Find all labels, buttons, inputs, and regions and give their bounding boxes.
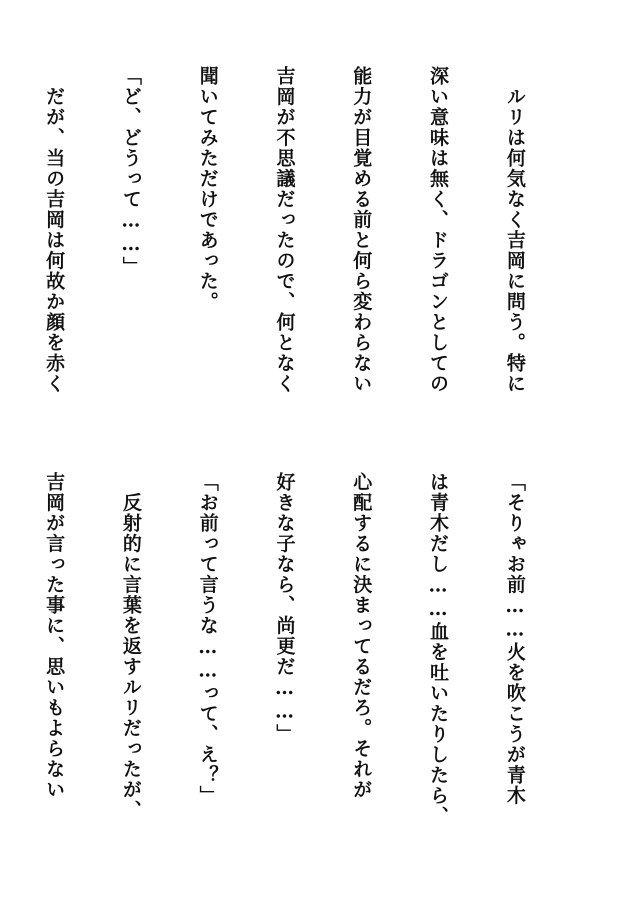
text-line: 「そりゃお前……火を吹こうが青木 (503, 472, 526, 806)
text-line: 反射的に言葉を返すルリだったが、 (119, 472, 142, 821)
text-block-bottom (0, 472, 578, 862)
text-line: 心配するに決まってるだろ。それが (350, 472, 373, 800)
text-line: 能力が目覚める前と何ら変わらない (350, 66, 373, 394)
text-line: ルリは何気なく吉岡に問う。特に (503, 66, 526, 394)
text-line: 「お前って言うな……って、え？」 (196, 472, 219, 806)
text-line: 吉岡が言った事に、思いもよらない (43, 472, 66, 800)
text-line: 吉岡が不思議だったので、何となく (273, 66, 296, 394)
text-line: だが、当の吉岡は何故か顔を赤く (43, 66, 66, 394)
text-block-top (0, 66, 578, 456)
text-line: は青木だし……血を吐いたりしたら、 (427, 472, 450, 827)
text-line: 「ど、どうって……」 (119, 66, 142, 277)
text-line: 深い意味は無く、ドラゴンとしての (427, 66, 450, 394)
text-line: 聞いてみただけであった。 (196, 66, 219, 312)
text-line: 好きな子なら、尚更だ……」 (273, 472, 296, 745)
